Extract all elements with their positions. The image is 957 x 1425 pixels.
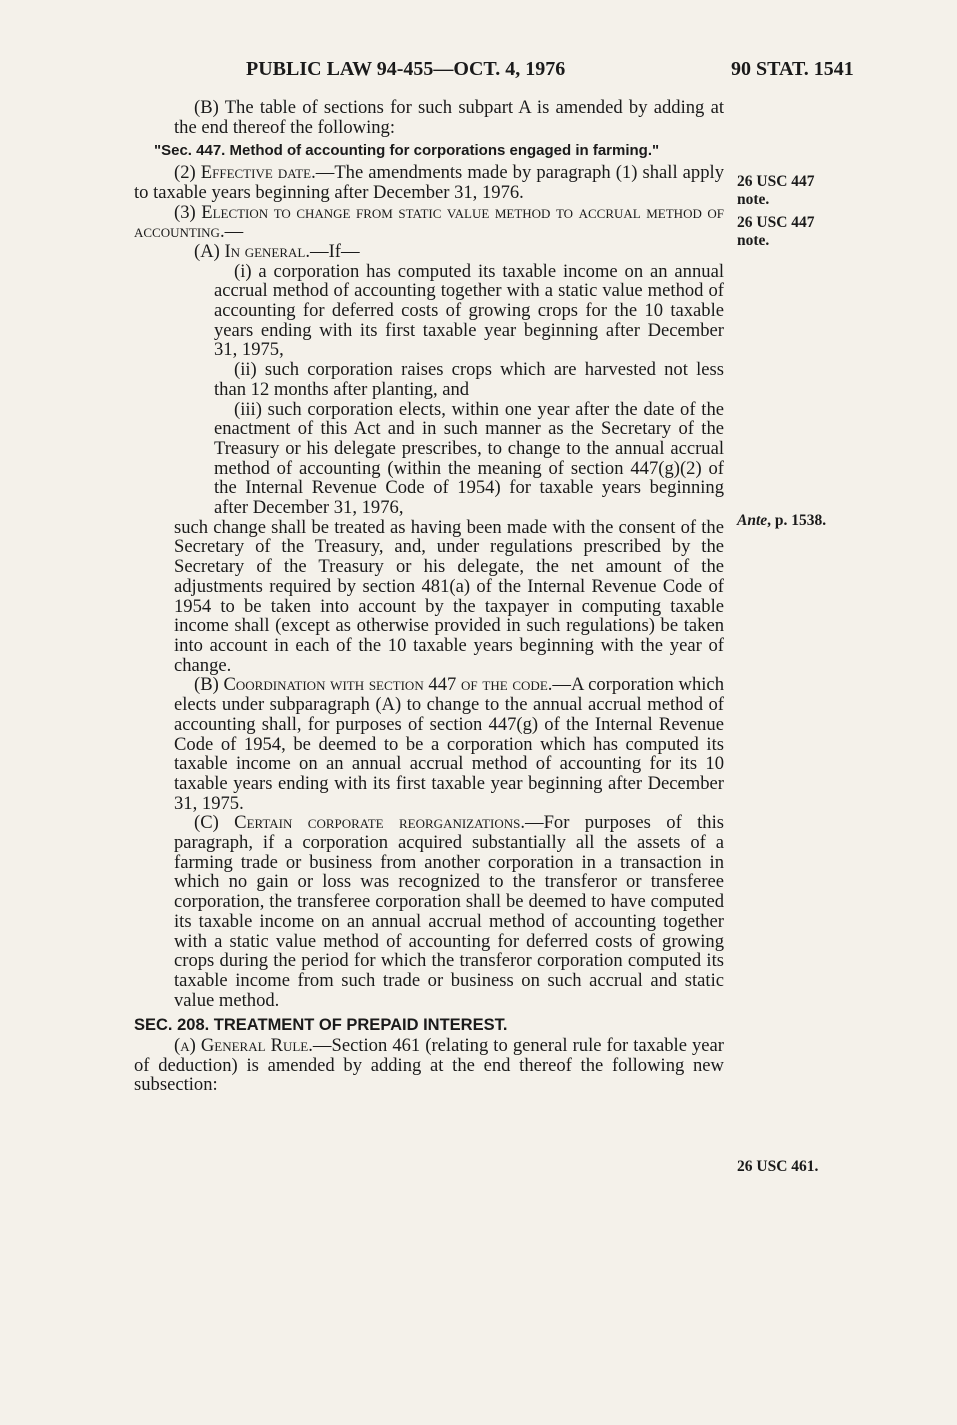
clause-i: (i) a corporation has computed its taxable income on an annual accrual method of accounting together with a static value method of accounting for deferred costs of growing crops for the 10 taxable years ending with its first taxable year beginning after December 31, 1975,: [214, 260, 724, 361]
document-body: [134, 98, 724, 1095]
paragraph-2-heading: (2) Effective date.: [174, 162, 316, 184]
paragraph-b: [134, 675, 724, 813]
margin-note-3: [737, 512, 847, 530]
paragraph-a-continuation: such change shall be treated as having been made with the consent of the Secretary of the Treasury, and, under regulations prescribed by the Secretary of the Treasury or his delegate, the net amount of the adjustments required by section 481(a) of the Internal Revenue Code of 1954 to be taken into account by the taxpayer in computing taxable income shall (except as otherwise provided in such regulations) be taken into account in each of the 10 taxable years beginning with the year of change.: [174, 516, 724, 676]
paragraph-a-general-rule: [134, 1036, 724, 1095]
margin-note-1: [737, 173, 847, 209]
margin-note-1-cite: 26 USC 447: [737, 173, 815, 190]
section-208-heading: SEC. 208. TREATMENT OF PREPAID INTEREST.: [134, 1016, 508, 1035]
paragraph-3-text: —: [224, 221, 244, 243]
paragraph-c-heading: (C) Certain corporate reorganizations.: [194, 812, 525, 834]
paragraph-c: [134, 813, 724, 1010]
paragraph-3: [134, 203, 724, 242]
paragraph-a: [134, 242, 724, 262]
paragraph-a-text: —If—: [310, 240, 360, 262]
general-rule-heading: (a) General Rule.: [174, 1035, 313, 1057]
paragraph-3-heading: (3) Election to change from static value method to accrual method of accounting.: [134, 201, 724, 243]
margin-note-3-ante: Ante: [737, 512, 768, 529]
header-title: PUBLIC LAW 94-455—OCT. 4, 1976: [246, 58, 566, 80]
paragraph-2: [134, 163, 724, 202]
paragraph-c-text: —For purposes of this paragraph, if a corporation acquired substantially all the assets of a farming trade or business from another corporation in a transaction in which no gain or loss was recognized to the transferor or transferee corporation, the transferee corporation shall be deemed to have computed its taxable income on an annual accrual method of accounting together with a static value method of accounting for deferred costs of growing crops during the period for which the transferor corporation computed its taxable income from such trade or business on such accrual and static value method.: [174, 812, 724, 1011]
paragraph-b-table: (B) The table of sections for such subpart A is amended by adding at the end thereof the following:: [174, 97, 724, 138]
general-rule-text: —Section 461 (relating to general rule for taxable year of deduction) is amended by adding at the end thereof the following new subsection:: [134, 1035, 724, 1096]
margin-note-3-page: , p. 1538.: [767, 512, 827, 529]
paragraph-b-heading: (B) Coordination with section 447 of the code.: [194, 674, 553, 696]
header-stat: 90 STAT. 1541: [731, 58, 854, 80]
margin-note-4: 26 USC 461.: [737, 1158, 819, 1175]
margin-note-1-note: note.: [737, 191, 770, 208]
paragraph-2-text: —The amendments made by paragraph (1) shall apply to taxable years beginning after December 31, 1976.: [134, 162, 724, 203]
paragraph-b-text: —A corporation which elects under subparagraph (A) to change to the annual accrual method of accounting shall, for purposes of section 447(g) of the Internal Revenue Code of 1954, be deemed to be a corporation which has computed its taxable income on an annual accrual method of accounting for its 10 taxable years ending with its first taxable year beginning after December 31, 1975.: [174, 674, 724, 814]
section-line-447: "Sec. 447. Method of accounting for corporations engaged in farming.": [154, 142, 660, 160]
paragraph-a-heading: (A) In general.: [194, 240, 310, 262]
clause-ii: (ii) such corporation raises crops which are harvested not less than 12 months after planting, and: [214, 359, 724, 400]
clause-iii: (iii) such corporation elects, within one year after the date of the enactment of this Act and in such manner as the Secretary of the Treasury or his delegate prescribes, to change to the annual accrual method of accounting (within the meaning of section 447(g)(2) of the Internal Revenue Code of 1954) for taxable years beginning after December 31, 1976,: [214, 398, 724, 519]
margin-note-2-cite: 26 USC 447: [737, 214, 815, 231]
margin-note-2: [737, 214, 847, 250]
margin-note-2-note: note.: [737, 232, 770, 249]
page-header: [0, 58, 957, 88]
